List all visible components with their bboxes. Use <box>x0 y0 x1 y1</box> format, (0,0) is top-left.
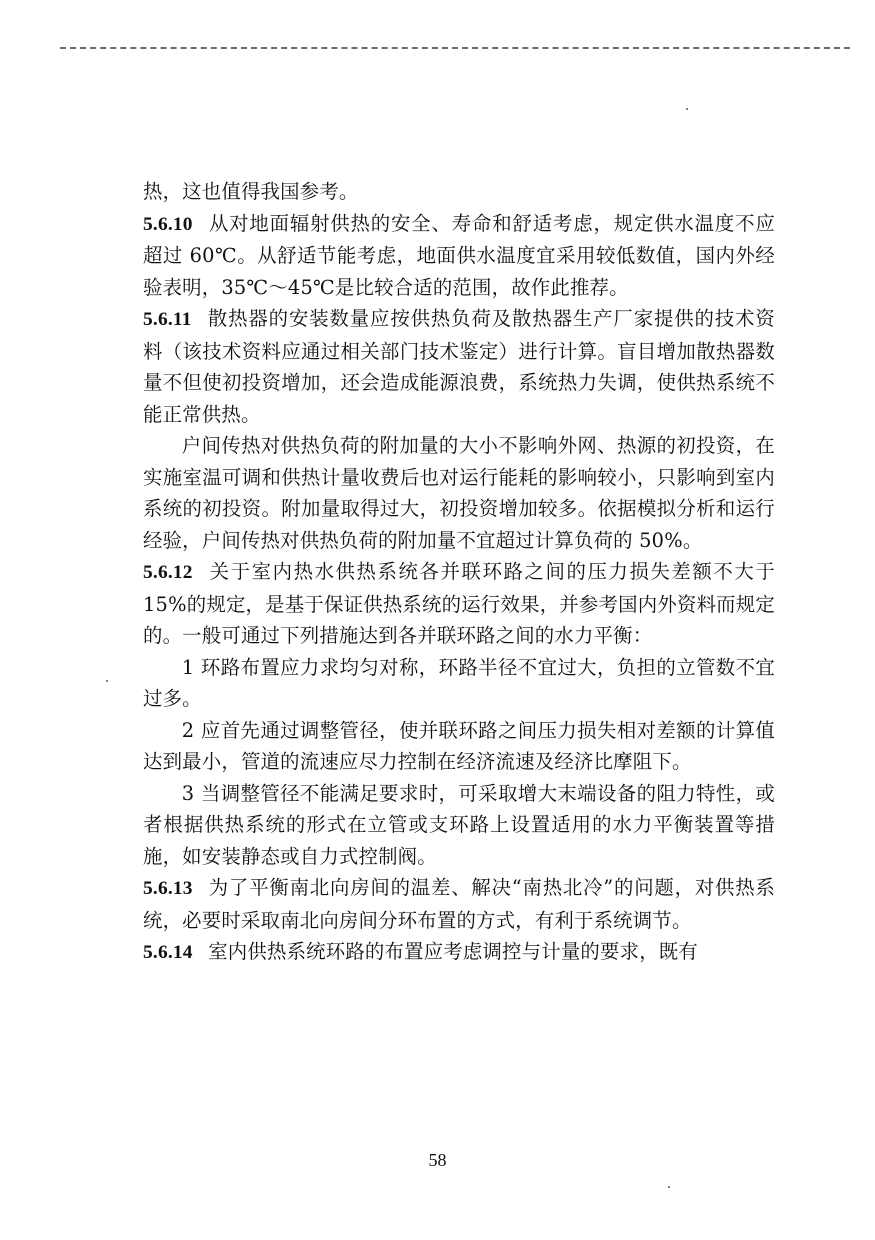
clause-number: 5.6.10 <box>143 213 193 235</box>
paragraph-text: 室内供热系统环路的布置应考虑调控与计量的要求，既有 <box>208 940 698 963</box>
list-item <box>143 715 775 778</box>
paragraph-text: 热，这也值得我国参考。 <box>143 180 359 203</box>
scan-speck <box>106 680 108 682</box>
scan-speck <box>668 1186 670 1188</box>
paragraph-text: 1 环路布置应力求均匀对称，环路半径不宜过大，负担的立管数不宜过多。 <box>143 655 775 710</box>
list-item <box>143 652 775 715</box>
paragraph-text: 为了平衡南北向房间的温差、解决“南热北冷”的问题，对供热系统，必要时采取南北向房间分环布置的方式，有利于系统调节。 <box>143 876 775 932</box>
paragraph-text: 散热器的安装数量应按供热负荷及散热器生产厂家提供的技术资料（该技术资料应通过相关部门技术鉴定）进行计算。盲目增加散热器数量不但使初投资增加，还会造成能源浪费，系统热力失调，使供热系统不能正常供热。 <box>143 307 775 426</box>
paragraph <box>143 208 775 304</box>
clause-number: 5.6.12 <box>143 562 193 583</box>
paragraph-text: 3 当调整管径不能满足要求时，可采取增大末端设备的阻力特性，或者根据供热系统的形式在立管或支环路上设置适用的水力平衡装置等措施，如安装静态或自力式控制阀。 <box>143 781 775 868</box>
clause-number: 5.6.13 <box>143 878 193 899</box>
paragraph-text: 2 应首先通过调整管径，使并联环路之间压力损失相对差额的计算值达到最小，管道的流速应尽力控制在经济流速及经济比摩阻下。 <box>143 718 775 773</box>
clause-number: 5.6.14 <box>143 942 193 963</box>
list-item <box>143 778 775 873</box>
paragraph <box>143 872 775 936</box>
paragraph-text: 关于室内热水供热系统各并联环路之间的压力损失差额不大于 15%的规定，是基于保证供热系统的运行效果，并参考国内外资料而规定的。一般可通过下列措施达到各并联环路之间的水力平衡： <box>143 560 775 647</box>
scan-speck <box>686 108 688 110</box>
paragraph <box>143 936 775 969</box>
paragraph <box>143 303 775 430</box>
page-body <box>143 176 775 969</box>
paragraph <box>143 430 775 556</box>
paragraph <box>143 176 775 208</box>
header-rule <box>60 47 850 49</box>
paragraph <box>143 556 775 652</box>
paragraph-text: 户间传热对供热负荷的附加量的大小不影响外网、热源的初投资，在实施室温可调和供热计量收费后也对运行能耗的影响较小，只影响到室内系统的初投资。附加量取得过大，初投资增加较多。依据模拟分析和运行经验，户间传热对供热负荷的附加量不宜超过计算负荷的 50%。 <box>143 434 775 552</box>
clause-number: 5.6.11 <box>143 309 192 330</box>
page-number: 58 <box>428 1150 447 1170</box>
paragraph-text: 从对地面辐射供热的安全、寿命和舒适考虑，规定供水温度不应超过 60℃。从舒适节能考虑，地面供水温度宜采用较低数值，国内外经验表明，35℃～45℃是比较合适的范围，故作此推荐。 <box>143 211 775 299</box>
